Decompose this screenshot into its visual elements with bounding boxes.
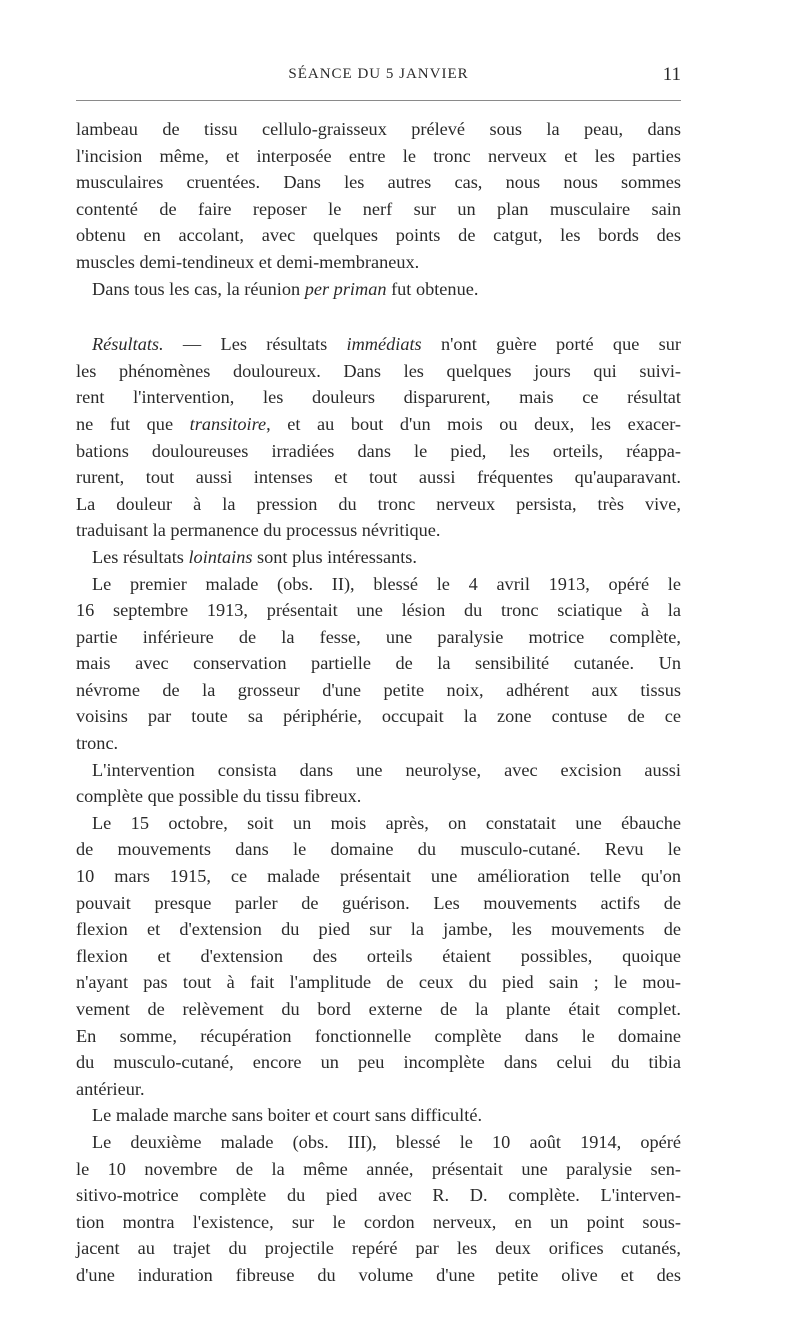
text-line: du musculo-cutané, encore un peu incomplète dans celui du tibia — [76, 1052, 681, 1073]
header-title: SÉANCE DU 5 JANVIER — [288, 66, 469, 82]
text-line: pouvait presque parler de guérison. Les mouvements actifs de — [76, 892, 681, 913]
text-line: L'intervention consista dans une neurolyse, avec excision aussi — [92, 759, 681, 780]
text-line: n'ayant pas tout à fait l'amplitude de ceux du pied sain ; le mou- — [76, 972, 681, 993]
text-line: partie inférieure de la fesse, une paralysie motrice complète, — [76, 626, 681, 647]
text-line: l'incision même, et interposée entre le tronc nerveux et les parties — [76, 145, 681, 166]
text-line: tion montra l'existence, sur le cordon nerveux, en un point sous- — [76, 1211, 681, 1232]
text-line: rurent, tout aussi intenses et tout aussi fréquentes qu'auparavant. — [76, 467, 681, 488]
text-line: vement de relèvement du bord externe de la plante était complet. — [76, 999, 681, 1019]
text-line: de mouvements dans le domaine du musculo-cutané. Revu le — [76, 839, 681, 860]
text-line: jacent au trajet du projectile repéré par les deux orifices cutanés, — [76, 1238, 681, 1259]
text-line: La douleur à la pression du tronc nerveux persista, très vive, — [76, 493, 681, 514]
text-line: Résultats. — Les résultats immédiats n'ont guère porté que sur — [92, 334, 681, 355]
text-line: névrome de la grosseur d'une petite noix, adhérent aux tissus — [76, 679, 681, 700]
text-line: antérieur. — [76, 1078, 145, 1099]
text-line: sitivo-motrice complète du pied avec R. D. complète. L'interven- — [76, 1185, 681, 1206]
text-line: obtenu en accolant, avec quelques points de catgut, les bords des — [76, 225, 681, 246]
text-line: 10 mars 1915, ce malade présentait une amélioration telle qu'on — [76, 866, 681, 887]
italic-text: per priman — [304, 278, 387, 299]
text-line: Le 15 octobre, soit un mois après, on constatait une ébauche — [92, 812, 681, 833]
text-line: Les résultats lointains sont plus intéressants. — [92, 546, 417, 567]
text-line: flexion et d'extension des orteils étaient possibles, quoique — [76, 945, 681, 966]
text-line: le 10 novembre de la même année, présentait une paralysie sen- — [76, 1158, 681, 1179]
text-line: d'une induration fibreuse du volume d'une petite olive et des — [76, 1264, 681, 1285]
text-line: les phénomènes douloureux. Dans les quelques jours qui suivi- — [76, 360, 681, 381]
text-line: bations douloureuses irradiées dans le pied, les orteils, réappa- — [76, 440, 681, 461]
body-text — [76, 116, 681, 1289]
text-line: flexion et d'extension du pied sur la jambe, les mouvements de — [76, 919, 681, 940]
text-line: Le deuxième malade (obs. III), blessé le 10 août 1914, opéré — [92, 1131, 681, 1152]
text-line: Le malade marche sans boiter et court sans difficulté. — [92, 1105, 483, 1126]
italic-text: transitoire — [189, 413, 267, 434]
text-line: lambeau de tissu cellulo-graisseux prélevé sous la peau, dans — [76, 119, 681, 139]
text-line: Dans tous les cas, la réunion per priman fut obtenue. — [92, 278, 479, 299]
italic-text: immédiats — [346, 334, 422, 355]
page-number: 11 — [662, 64, 681, 85]
text-line: musculaires cruentées. Dans les autres cas, nous nous sommes — [76, 172, 681, 193]
text-line: voisins par toute sa périphérie, occupait la zone contuse de ce — [76, 706, 681, 727]
text-line: Le premier malade (obs. II), blessé le 4 avril 1913, opéré le — [92, 573, 681, 594]
text-line: 16 septembre 1913, présentait une lésion du tronc sciatique à la — [76, 600, 681, 621]
italic-text: lointains — [188, 546, 253, 567]
text-line: complète que possible du tissu fibreux. — [76, 786, 362, 807]
italic-text: Résultats. — [92, 334, 164, 355]
text-line: mais avec conservation partielle de la sensibilité cutanée. Un — [76, 653, 681, 674]
paragraph-gap — [76, 302, 681, 331]
header-rule — [76, 100, 681, 101]
running-header — [76, 64, 681, 88]
text-line: contenté de faire reposer le nerf sur un plan musculaire sain — [76, 198, 681, 219]
text-line: muscles demi-tendineux et demi-membraneux. — [76, 251, 420, 272]
text-line: ne fut que transitoire, et au bout d'un mois ou deux, les exacer- — [76, 413, 682, 434]
text-line: En somme, récupération fonctionnelle complète dans le domaine — [76, 1025, 681, 1046]
text-line: tronc. — [76, 733, 119, 754]
text-line: rent l'intervention, les douleurs disparurent, mais ce résultat — [76, 387, 681, 408]
text-line: traduisant la permanence du processus névritique. — [76, 520, 441, 541]
